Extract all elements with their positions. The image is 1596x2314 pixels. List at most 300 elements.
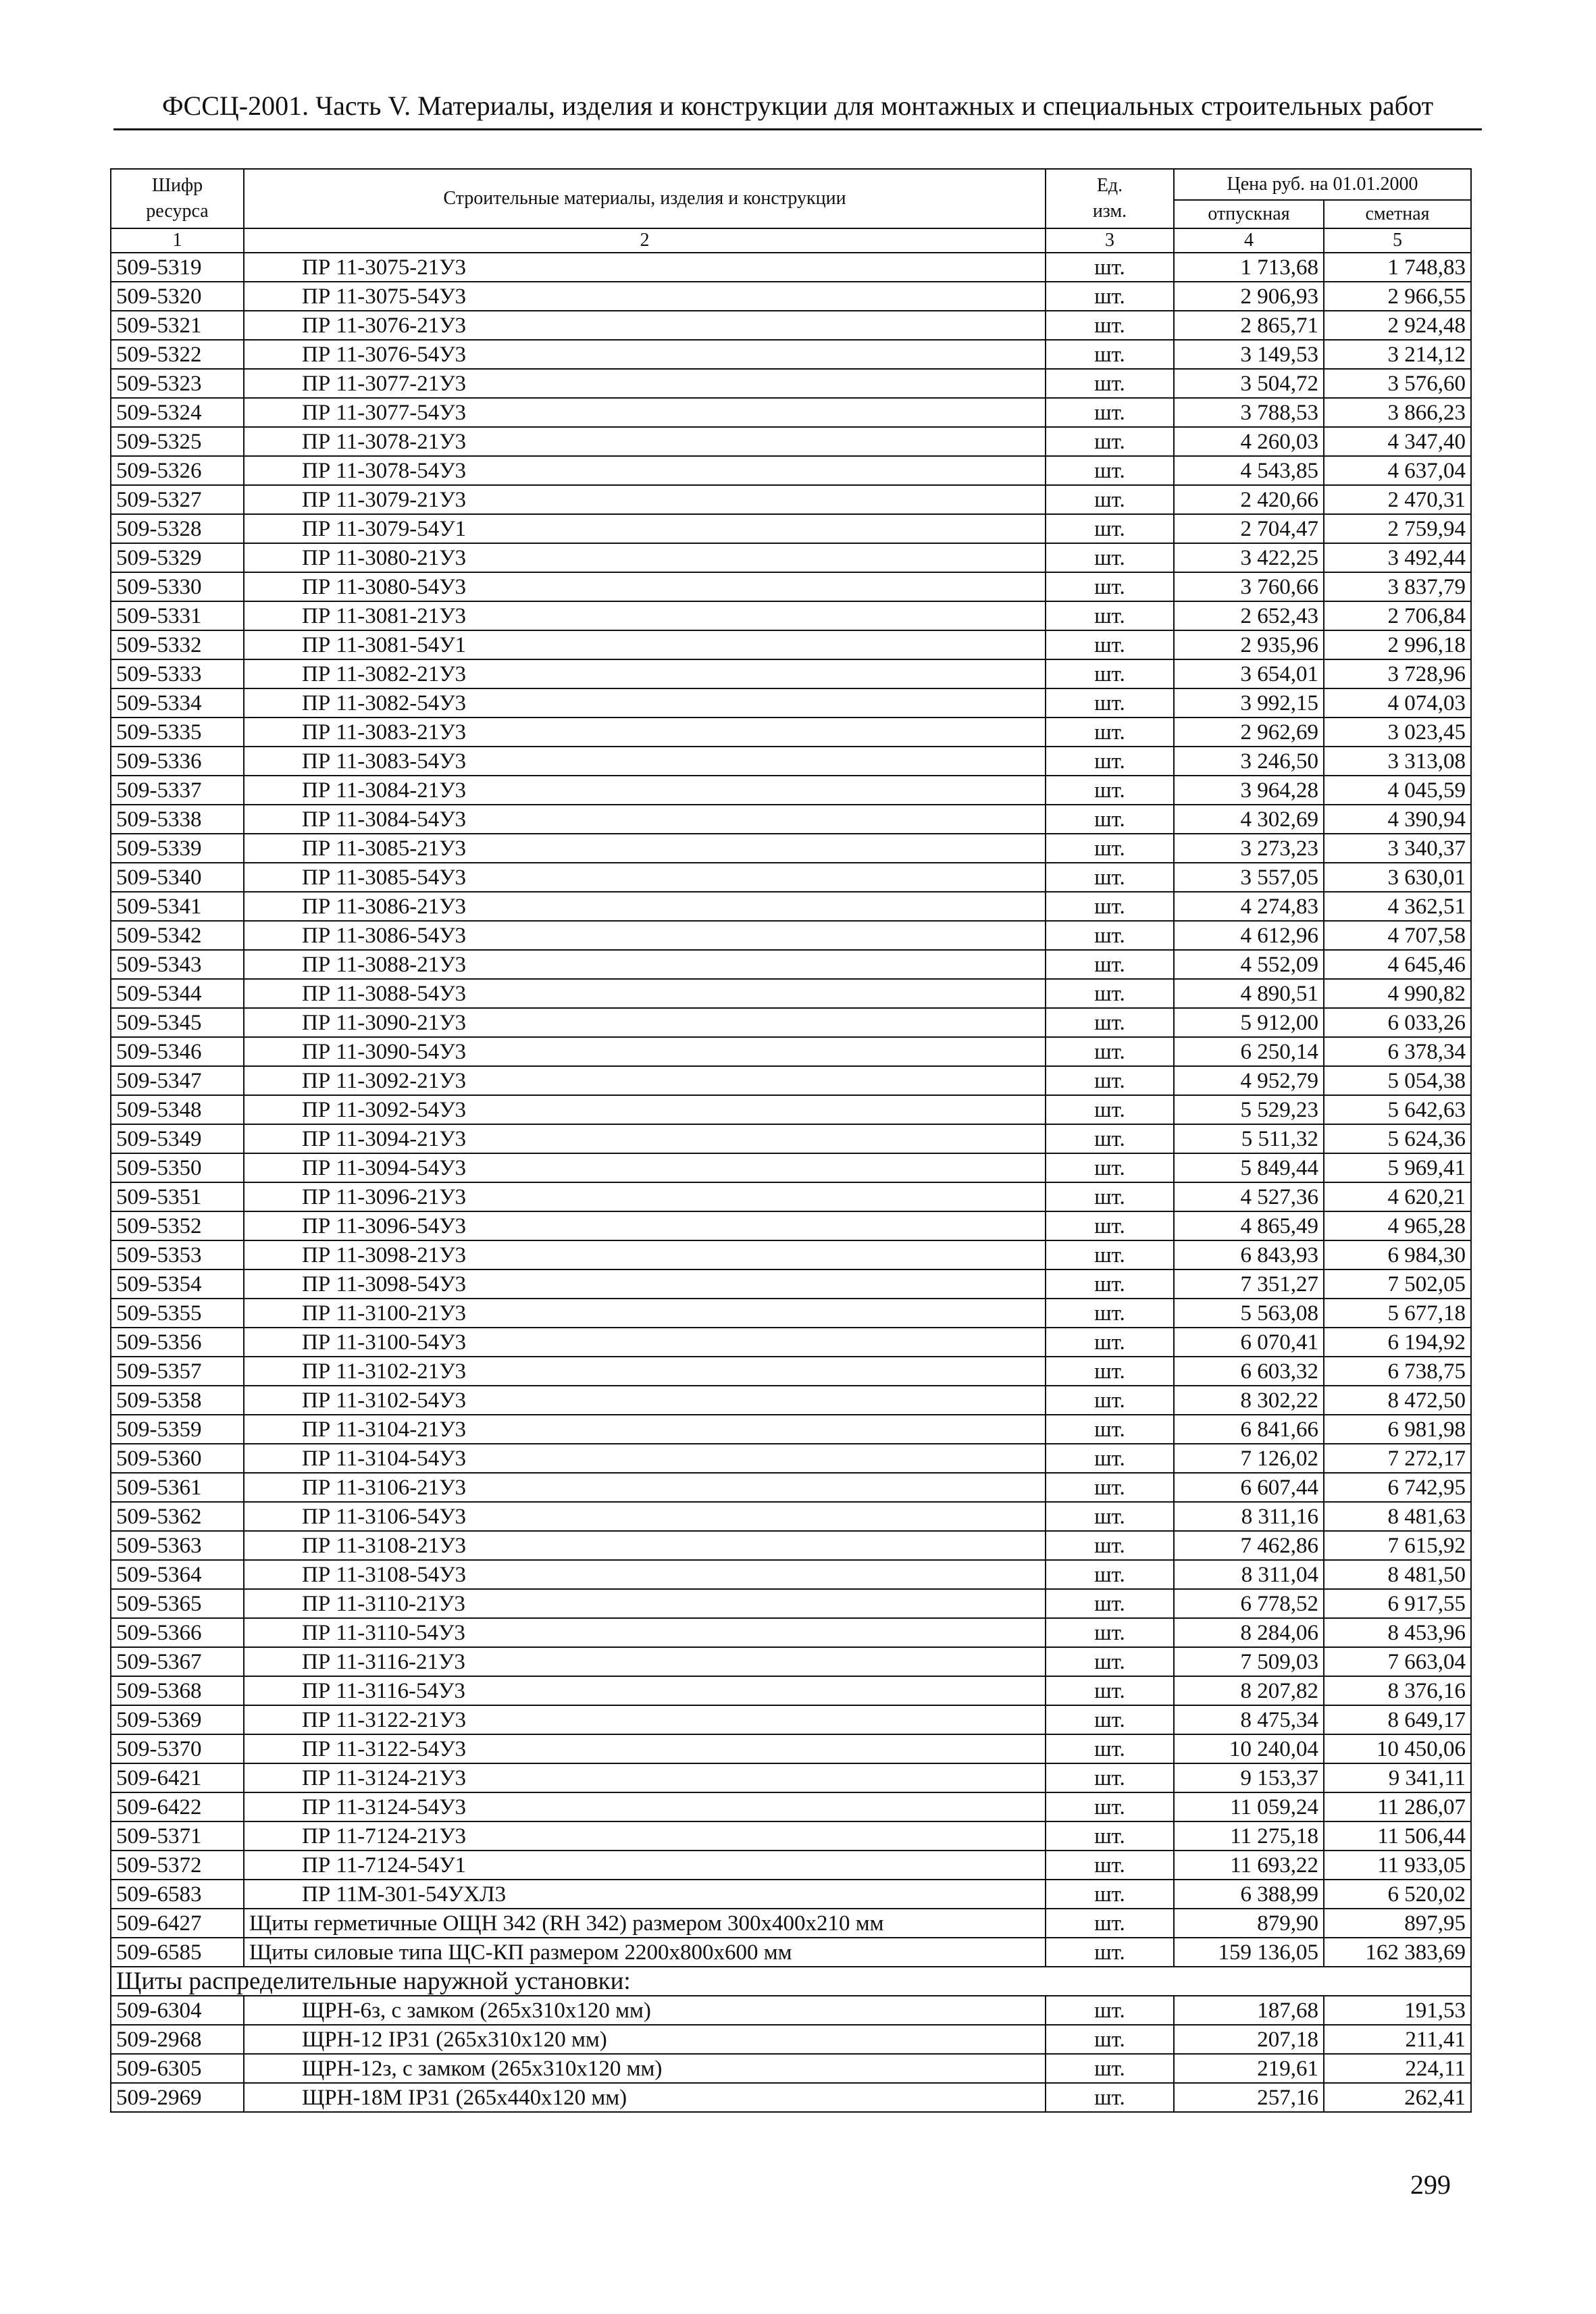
estimate-price: 11 933,05: [1324, 1851, 1471, 1880]
unit-of-measure: шт.: [1046, 1415, 1174, 1444]
material-name: ПР 11-3084-21У3: [244, 776, 1046, 805]
estimate-price: 7 502,05: [1324, 1269, 1471, 1299]
table-header: [111, 169, 1471, 253]
unit-of-measure: шт.: [1046, 776, 1174, 805]
column-number: 1: [111, 228, 244, 253]
material-name: ПР 11-3104-21У3: [244, 1415, 1046, 1444]
material-name: ПР 11-3078-21У3: [244, 427, 1046, 456]
estimate-price: 8 376,16: [1324, 1676, 1471, 1705]
release-price: 6 778,52: [1174, 1589, 1324, 1618]
unit-of-measure: шт.: [1046, 543, 1174, 572]
release-price: 6 607,44: [1174, 1473, 1324, 1502]
estimate-price: 3 728,96: [1324, 659, 1471, 688]
resource-code: 509-2969: [111, 2083, 244, 2112]
material-name: ПР 11-3083-54У3: [244, 747, 1046, 776]
release-price: 11 275,18: [1174, 1821, 1324, 1851]
unit-of-measure: шт.: [1046, 1328, 1174, 1357]
release-price: 10 240,04: [1174, 1734, 1324, 1763]
resource-code: 509-5340: [111, 863, 244, 892]
resource-code: 509-5334: [111, 688, 244, 718]
table-row: [111, 485, 1471, 514]
estimate-price: 6 520,02: [1324, 1880, 1471, 1909]
unit-of-measure: шт.: [1046, 1095, 1174, 1124]
estimate-price: 162 383,69: [1324, 1938, 1471, 1967]
column-number: 5: [1324, 228, 1471, 253]
resource-code: 509-5363: [111, 1531, 244, 1560]
table-row: [111, 1328, 1471, 1357]
estimate-price: 11 506,44: [1324, 1821, 1471, 1851]
table-row: [111, 1357, 1471, 1386]
material-name: ПР 11-3116-54У3: [244, 1676, 1046, 1705]
table-row: [111, 1008, 1471, 1037]
estimate-price: 8 481,63: [1324, 1502, 1471, 1531]
resource-code: 509-5366: [111, 1618, 244, 1647]
release-price: 4 543,85: [1174, 456, 1324, 485]
table-row: [111, 572, 1471, 601]
material-name: ПР 11-3092-54У3: [244, 1095, 1046, 1124]
estimate-price: 3 313,08: [1324, 747, 1471, 776]
resource-code: 509-5341: [111, 892, 244, 921]
resource-code: 509-6304: [111, 1996, 244, 2025]
release-price: 3 149,53: [1174, 340, 1324, 369]
unit-of-measure: шт.: [1046, 630, 1174, 659]
resource-code: 509-5336: [111, 747, 244, 776]
table-row: [111, 1647, 1471, 1676]
resource-code: 509-5330: [111, 572, 244, 601]
unit-of-measure: шт.: [1046, 1589, 1174, 1618]
table-row: [111, 1909, 1471, 1938]
estimate-price: 8 472,50: [1324, 1386, 1471, 1415]
release-price: 879,90: [1174, 1909, 1324, 1938]
resource-code: 509-6585: [111, 1938, 244, 1967]
material-name: ПР 11-3116-21У3: [244, 1647, 1046, 1676]
table-row: [111, 863, 1471, 892]
material-name: ПР 11-3106-21У3: [244, 1473, 1046, 1502]
table-row: [111, 1705, 1471, 1734]
table-row: [111, 1676, 1471, 1705]
estimate-price: 6 742,95: [1324, 1473, 1471, 1502]
unit-of-measure: шт.: [1046, 1240, 1174, 1269]
unit-of-measure: шт.: [1046, 456, 1174, 485]
unit-of-measure: шт.: [1046, 1008, 1174, 1037]
table-row: [111, 340, 1471, 369]
resource-code: 509-6305: [111, 2054, 244, 2083]
unit-of-measure: шт.: [1046, 398, 1174, 427]
unit-of-measure: шт.: [1046, 485, 1174, 514]
release-price: 7 351,27: [1174, 1269, 1324, 1299]
release-price: 4 952,79: [1174, 1066, 1324, 1095]
table-row: [111, 1618, 1471, 1647]
material-name: ПР 11-3106-54У3: [244, 1502, 1046, 1531]
unit-of-measure: шт.: [1046, 921, 1174, 950]
table-row: [111, 1821, 1471, 1851]
resource-code: 509-5329: [111, 543, 244, 572]
unit-of-measure: шт.: [1046, 1386, 1174, 1415]
material-name: ЩРН-12 IP31 (265х310х120 мм): [244, 2025, 1046, 2054]
estimate-price: 2 924,48: [1324, 311, 1471, 340]
release-price: 2 865,71: [1174, 311, 1324, 340]
material-name: ПР 11-3088-21У3: [244, 950, 1046, 979]
estimate-price: 224,11: [1324, 2054, 1471, 2083]
table-row: [111, 1240, 1471, 1269]
material-name: ПР 11-3096-54У3: [244, 1211, 1046, 1240]
table-row: [111, 1182, 1471, 1211]
unit-of-measure: шт.: [1046, 1357, 1174, 1386]
table-row: [111, 1473, 1471, 1502]
release-price: 159 136,05: [1174, 1938, 1324, 1967]
release-price: 6 603,32: [1174, 1357, 1324, 1386]
resource-code: 509-6583: [111, 1880, 244, 1909]
estimate-price: 5 642,63: [1324, 1095, 1471, 1124]
material-name: ПР 11-3085-21У3: [244, 834, 1046, 863]
resource-code: 509-5357: [111, 1357, 244, 1386]
material-name: ПР 11-3076-54У3: [244, 340, 1046, 369]
material-name: ПР 11-3102-54У3: [244, 1386, 1046, 1415]
table-row: [111, 1589, 1471, 1618]
unit-of-measure: шт.: [1046, 863, 1174, 892]
header-release-price: отпускная: [1174, 200, 1324, 228]
table-body: [111, 253, 1471, 2112]
unit-of-measure: шт.: [1046, 950, 1174, 979]
unit-of-measure: шт.: [1046, 1153, 1174, 1182]
release-price: 2 906,93: [1174, 282, 1324, 311]
table-row: [111, 369, 1471, 398]
estimate-price: 3 630,01: [1324, 863, 1471, 892]
table-row: [111, 1938, 1471, 1967]
table-row: [111, 1880, 1471, 1909]
release-price: 8 207,82: [1174, 1676, 1324, 1705]
unit-of-measure: шт.: [1046, 1444, 1174, 1473]
material-name: ПР 11-3075-54У3: [244, 282, 1046, 311]
price-table: [110, 168, 1472, 2113]
unit-of-measure: шт.: [1046, 340, 1174, 369]
release-price: 6 388,99: [1174, 1880, 1324, 1909]
release-price: 5 511,32: [1174, 1124, 1324, 1153]
unit-of-measure: шт.: [1046, 718, 1174, 747]
estimate-price: 4 362,51: [1324, 892, 1471, 921]
unit-of-measure: шт.: [1046, 1037, 1174, 1066]
estimate-price: 3 023,45: [1324, 718, 1471, 747]
release-price: 187,68: [1174, 1996, 1324, 2025]
estimate-price: 3 576,60: [1324, 369, 1471, 398]
material-name: ПР 11-3124-21У3: [244, 1763, 1046, 1792]
material-name: ПР 11-3080-21У3: [244, 543, 1046, 572]
unit-of-measure: шт.: [1046, 1560, 1174, 1589]
release-price: 11 059,24: [1174, 1792, 1324, 1821]
table-row: [111, 1763, 1471, 1792]
table-row: [111, 979, 1471, 1008]
resource-code: 509-5361: [111, 1473, 244, 1502]
resource-code: 509-5323: [111, 369, 244, 398]
release-price: 4 612,96: [1174, 921, 1324, 950]
estimate-price: 6 917,55: [1324, 1589, 1471, 1618]
material-name: ПР 11-3079-21У3: [244, 485, 1046, 514]
resource-code: 509-5367: [111, 1647, 244, 1676]
unit-of-measure: шт.: [1046, 1647, 1174, 1676]
table-row: [111, 1531, 1471, 1560]
release-price: 7 126,02: [1174, 1444, 1324, 1473]
estimate-price: 5 054,38: [1324, 1066, 1471, 1095]
table-row: [111, 2025, 1471, 2054]
estimate-price: 1 748,83: [1324, 253, 1471, 282]
unit-of-measure: шт.: [1046, 1473, 1174, 1502]
material-name: ЩРН-18М IP31 (265х440х120 мм): [244, 2083, 1046, 2112]
material-name: ПР 11-3100-21У3: [244, 1299, 1046, 1328]
material-name: ПР 11-3100-54У3: [244, 1328, 1046, 1357]
release-price: 8 475,34: [1174, 1705, 1324, 1734]
estimate-price: 8 453,96: [1324, 1618, 1471, 1647]
resource-code: 509-5347: [111, 1066, 244, 1095]
table-row: [111, 543, 1471, 572]
resource-code: 509-5354: [111, 1269, 244, 1299]
section-heading: Щиты распределительные наружной установки:: [111, 1967, 1471, 1996]
table-row: [111, 747, 1471, 776]
resource-code: 509-5342: [111, 921, 244, 950]
release-price: 8 302,22: [1174, 1386, 1324, 1415]
estimate-price: 3 214,12: [1324, 340, 1471, 369]
material-name: ПР 11-3081-54У1: [244, 630, 1046, 659]
unit-of-measure: шт.: [1046, 1182, 1174, 1211]
resource-code: 509-5370: [111, 1734, 244, 1763]
material-name: ПР 11-3124-54У3: [244, 1792, 1046, 1821]
unit-of-measure: шт.: [1046, 1124, 1174, 1153]
release-price: 3 246,50: [1174, 747, 1324, 776]
material-name: ПР 11-3081-21У3: [244, 601, 1046, 630]
table-row: [111, 311, 1471, 340]
resource-code: 509-5362: [111, 1502, 244, 1531]
estimate-price: 191,53: [1324, 1996, 1471, 2025]
resource-code: 509-5345: [111, 1008, 244, 1037]
section-heading-row: [111, 1967, 1471, 1996]
material-name: ПР 11-3083-21У3: [244, 718, 1046, 747]
estimate-price: 3 492,44: [1324, 543, 1471, 572]
unit-of-measure: шт.: [1046, 659, 1174, 688]
release-price: 2 652,43: [1174, 601, 1324, 630]
resource-code: 509-5351: [111, 1182, 244, 1211]
estimate-price: 9 341,11: [1324, 1763, 1471, 1792]
table-row: [111, 776, 1471, 805]
estimate-price: 7 272,17: [1324, 1444, 1471, 1473]
material-name: ПР 11-3076-21У3: [244, 311, 1046, 340]
resource-code: 509-5371: [111, 1821, 244, 1851]
release-price: 8 311,16: [1174, 1502, 1324, 1531]
table-row: [111, 1153, 1471, 1182]
resource-code: 509-5337: [111, 776, 244, 805]
material-name: ПР 11-3122-21У3: [244, 1705, 1046, 1734]
release-price: 3 760,66: [1174, 572, 1324, 601]
table-row: [111, 253, 1471, 282]
resource-code: 509-5349: [111, 1124, 244, 1153]
material-name: ПР 11М-301-54УХЛ3: [244, 1880, 1046, 1909]
material-name: ПР 11-3082-54У3: [244, 688, 1046, 718]
unit-of-measure: шт.: [1046, 1502, 1174, 1531]
material-name: ПР 11-3090-54У3: [244, 1037, 1046, 1066]
release-price: 1 713,68: [1174, 253, 1324, 282]
estimate-price: 2 966,55: [1324, 282, 1471, 311]
resource-code: 509-5319: [111, 253, 244, 282]
unit-of-measure: шт.: [1046, 514, 1174, 543]
table-row: [111, 688, 1471, 718]
table-row: [111, 950, 1471, 979]
table-row: [111, 630, 1471, 659]
unit-of-measure: шт.: [1046, 1996, 1174, 2025]
unit-of-measure: шт.: [1046, 1211, 1174, 1240]
release-price: 11 693,22: [1174, 1851, 1324, 1880]
material-name: ПР 11-7124-54У1: [244, 1851, 1046, 1880]
table-row: [111, 1386, 1471, 1415]
resource-code: 509-5353: [111, 1240, 244, 1269]
estimate-price: 4 707,58: [1324, 921, 1471, 950]
table-row: [111, 1037, 1471, 1066]
release-price: 8 284,06: [1174, 1618, 1324, 1647]
header-price-group: Цена руб. на 01.01.2000: [1174, 169, 1471, 200]
resource-code: 509-5338: [111, 805, 244, 834]
resource-code: 509-5335: [111, 718, 244, 747]
table-row: [111, 834, 1471, 863]
estimate-price: 7 663,04: [1324, 1647, 1471, 1676]
resource-code: 509-5328: [111, 514, 244, 543]
release-price: 2 962,69: [1174, 718, 1324, 747]
unit-of-measure: шт.: [1046, 979, 1174, 1008]
estimate-price: 4 620,21: [1324, 1182, 1471, 1211]
table-row: [111, 1269, 1471, 1299]
estimate-price: 6 738,75: [1324, 1357, 1471, 1386]
resource-code: 509-5331: [111, 601, 244, 630]
estimate-price: 6 984,30: [1324, 1240, 1471, 1269]
release-price: 5 529,23: [1174, 1095, 1324, 1124]
material-name: ЩРН-6з, с замком (265х310х120 мм): [244, 1996, 1046, 2025]
estimate-price: 2 996,18: [1324, 630, 1471, 659]
release-price: 257,16: [1174, 2083, 1324, 2112]
material-name: ПР 11-3092-21У3: [244, 1066, 1046, 1095]
column-number: 4: [1174, 228, 1324, 253]
estimate-price: 897,95: [1324, 1909, 1471, 1938]
table-row: [111, 2083, 1471, 2112]
resource-code: 509-5333: [111, 659, 244, 688]
release-price: 3 992,15: [1174, 688, 1324, 718]
estimate-price: 4 965,28: [1324, 1211, 1471, 1240]
release-price: 4 552,09: [1174, 950, 1324, 979]
table-row: [111, 892, 1471, 921]
unit-of-measure: шт.: [1046, 2083, 1174, 2112]
material-name: ЩРН-12з, с замком (265х310х120 мм): [244, 2054, 1046, 2083]
column-number: 2: [244, 228, 1046, 253]
material-name: ПР 11-3094-54У3: [244, 1153, 1046, 1182]
unit-of-measure: шт.: [1046, 1531, 1174, 1560]
unit-of-measure: шт.: [1046, 253, 1174, 282]
material-name: ПР 11-3086-54У3: [244, 921, 1046, 950]
resource-code: 509-5321: [111, 311, 244, 340]
estimate-price: 8 649,17: [1324, 1705, 1471, 1734]
material-name: Щиты силовые типа ЩС-КП размером 2200х800х600 мм: [244, 1938, 1046, 1967]
release-price: 3 788,53: [1174, 398, 1324, 427]
unit-of-measure: шт.: [1046, 892, 1174, 921]
release-price: 3 273,23: [1174, 834, 1324, 863]
material-name: ПР 11-3096-21У3: [244, 1182, 1046, 1211]
resource-code: 509-5368: [111, 1676, 244, 1705]
estimate-price: 5 969,41: [1324, 1153, 1471, 1182]
table-row: [111, 2054, 1471, 2083]
material-name: ПР 11-3098-21У3: [244, 1240, 1046, 1269]
resource-code: 509-5346: [111, 1037, 244, 1066]
resource-code: 509-5358: [111, 1386, 244, 1415]
table-row: [111, 1299, 1471, 1328]
estimate-price: 4 637,04: [1324, 456, 1471, 485]
unit-of-measure: шт.: [1046, 572, 1174, 601]
release-price: 2 420,66: [1174, 485, 1324, 514]
table-row: [111, 805, 1471, 834]
table-row: [111, 1502, 1471, 1531]
material-name: ПР 11-3080-54У3: [244, 572, 1046, 601]
release-price: 4 274,83: [1174, 892, 1324, 921]
release-price: 2 935,96: [1174, 630, 1324, 659]
table-row: [111, 1415, 1471, 1444]
resource-code: 509-5339: [111, 834, 244, 863]
release-price: 7 462,86: [1174, 1531, 1324, 1560]
unit-of-measure: шт.: [1046, 1066, 1174, 1095]
release-price: 4 527,36: [1174, 1182, 1324, 1211]
resource-code: 509-5350: [111, 1153, 244, 1182]
material-name: ПР 11-3102-21У3: [244, 1357, 1046, 1386]
material-name: ПР 11-3122-54У3: [244, 1734, 1046, 1763]
unit-of-measure: шт.: [1046, 1821, 1174, 1851]
release-price: 2 704,47: [1174, 514, 1324, 543]
release-price: 3 654,01: [1174, 659, 1324, 688]
page-header-title: ФССЦ-2001. Часть V. Материалы, изделия и конструкции для монтажных и специальных строительных работ: [161, 91, 1434, 121]
unit-of-measure: шт.: [1046, 1909, 1174, 1938]
table-row: [111, 1066, 1471, 1095]
estimate-price: 6 033,26: [1324, 1008, 1471, 1037]
table-row: [111, 1444, 1471, 1473]
release-price: 207,18: [1174, 2025, 1324, 2054]
release-price: 5 912,00: [1174, 1008, 1324, 1037]
table-row: [111, 1996, 1471, 2025]
resource-code: 509-5322: [111, 340, 244, 369]
table-row: [111, 1211, 1471, 1240]
material-name: ПР 11-3086-21У3: [244, 892, 1046, 921]
table-row: [111, 427, 1471, 456]
estimate-price: 3 340,37: [1324, 834, 1471, 863]
material-name: ПР 11-3088-54У3: [244, 979, 1046, 1008]
unit-of-measure: шт.: [1046, 834, 1174, 863]
resource-code: 509-5344: [111, 979, 244, 1008]
unit-of-measure: шт.: [1046, 1618, 1174, 1647]
estimate-price: 4 990,82: [1324, 979, 1471, 1008]
table-row: [111, 1124, 1471, 1153]
resource-code: 509-5320: [111, 282, 244, 311]
release-price: 5 563,08: [1174, 1299, 1324, 1328]
resource-code: 509-5348: [111, 1095, 244, 1124]
release-price: 6 841,66: [1174, 1415, 1324, 1444]
release-price: 3 964,28: [1174, 776, 1324, 805]
unit-of-measure: шт.: [1046, 1938, 1174, 1967]
material-name: ПР 11-3098-54У3: [244, 1269, 1046, 1299]
estimate-price: 8 481,50: [1324, 1560, 1471, 1589]
release-price: 9 153,37: [1174, 1763, 1324, 1792]
resource-code: 509-6421: [111, 1763, 244, 1792]
resource-code: 509-5355: [111, 1299, 244, 1328]
estimate-price: 2 470,31: [1324, 485, 1471, 514]
resource-code: 509-5356: [111, 1328, 244, 1357]
table-row: [111, 601, 1471, 630]
estimate-price: 10 450,06: [1324, 1734, 1471, 1763]
estimate-price: 3 866,23: [1324, 398, 1471, 427]
resource-code: 509-5325: [111, 427, 244, 456]
material-name: ПР 11-3078-54У3: [244, 456, 1046, 485]
estimate-price: 6 194,92: [1324, 1328, 1471, 1357]
release-price: 8 311,04: [1174, 1560, 1324, 1589]
table-row: [111, 1560, 1471, 1589]
